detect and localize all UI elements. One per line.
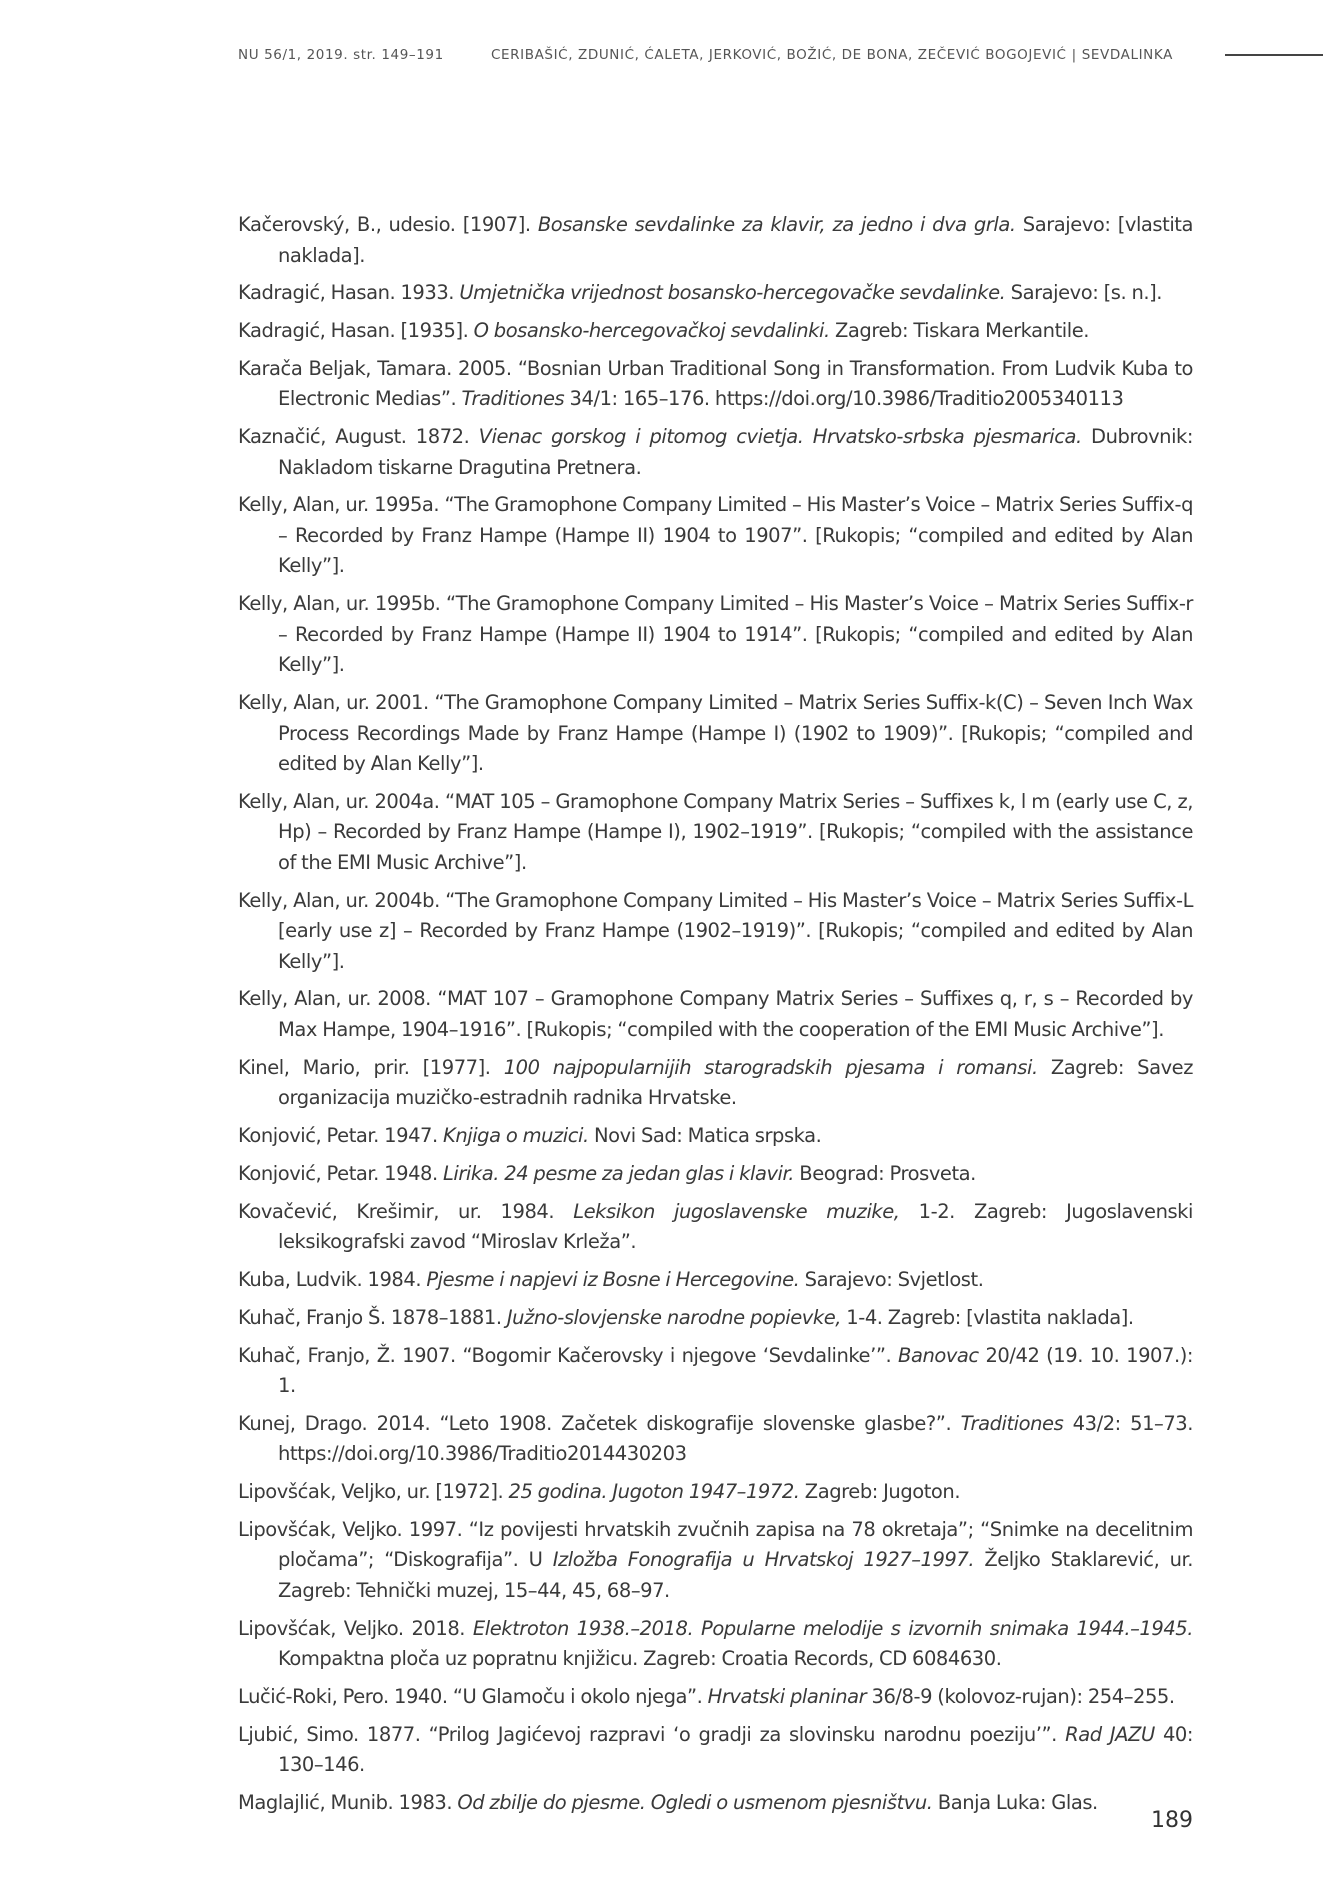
reference-text: Kelly, Alan, ur. 1995a. “The Gramophone Company Limited – His Master’s Voice – Matrix Series Suffix-q – Recorded by Franz Hampe (Hampe II) 1904 to 1907”. [Rukopis; “compiled and edited by Alan Kelly”]. (238, 493, 1193, 578)
reference-text: Kuhač, Franjo, Ž. 1907. “Bogomir Kačerovsky i njegove ‘Sevdalinke’”. (238, 1343, 899, 1367)
reference-publication: 20/42 (19. 10. 1907.): 1. (278, 1343, 1193, 1398)
reference-text: Kelly, Alan, ur. 2004a. “MAT 105 – Gramophone Company Matrix Series – Suffixes k, l m (early use C, z, Hp) – Recorded by Franz Hampe (Hampe I), 1902–1919”. [Rukopis; “compiled with the assistance of the EMI Music Archive”]. (238, 789, 1193, 874)
reference-text: Kelly, Alan, ur. 1995b. “The Gramophone Company Limited – His Master’s Voice – Matrix Series Suffix-r – Recorded by Franz Hampe (Hampe II) 1904 to 1914”. [Rukopis; “compiled and edited by Alan Kelly”]. (238, 592, 1193, 677)
reference-entry (238, 1614, 1193, 1675)
header-rule (1225, 54, 1323, 56)
reference-entry (238, 1788, 1193, 1819)
reference-text: Kelly, Alan, ur. 2004b. “The Gramophone Company Limited – His Master’s Voice – Matrix Series Suffix-L [early use z] – Recorded by Franz Hampe (1902–1919)”. [Rukopis; “compiled and edited by Alan Kelly”]. (238, 888, 1193, 973)
reference-title: Elektroton 1938.–2018. Popularne melodije s izvornih snimaka 1944.–1945. (472, 1616, 1193, 1640)
reference-publication: Dubrovnik: Nakladom tiskarne Dragutina Pretnera. (278, 425, 1194, 479)
reference-title: Vienac gorskog i pitomog cvietja. Hrvatsko-srbska pjesmarica. (478, 425, 1082, 449)
header-authors: CERIBAŠIĆ, ZDUNIĆ, ĆALETA, JERKOVIĆ, BOŽIĆ, DE BONA, ZEČEVIĆ BOGOJEVIĆ (491, 47, 1067, 63)
reference-entry (238, 1720, 1193, 1781)
reference-text: Kuba, Ludvik. 1984. (238, 1267, 427, 1291)
reference-entry (238, 1515, 1193, 1607)
reference-title: O bosansko-hercegovačkoj sevdalinki. (473, 319, 830, 343)
reference-entry (238, 1121, 1193, 1152)
reference-publication: Novi Sad: Matica srpska. (588, 1124, 822, 1148)
reference-text: Kovačević, Krešimir, ur. 1984. (238, 1199, 574, 1223)
reference-entry (238, 1197, 1193, 1258)
reference-publication: Kompaktna ploča uz popratnu knjižicu. Zagreb: Croatia Records, CD 6084630. (278, 1647, 1002, 1671)
reference-publication: Željko Staklarević, ur. Zagreb: Tehnički muzej, 15–44, 45, 68–97. (278, 1548, 1193, 1602)
reference-title: 25 godina. Jugoton 1947–1972. (508, 1480, 800, 1504)
reference-text: Kadragić, Hasan. 1933. (238, 281, 460, 305)
reference-entry (238, 210, 1193, 271)
reference-text: Kinel, Mario, prir. [1977]. (238, 1055, 504, 1079)
reference-text: Lučić-Roki, Pero. 1940. “U Glamoču i okolo njega”. (238, 1685, 708, 1709)
reference-title: Umjetnička vrijednost bosansko-hercegovačke sevdalinke. (459, 281, 1006, 305)
reference-entry (238, 316, 1193, 347)
reference-list (238, 210, 1193, 1826)
reference-title: Traditiones (960, 1411, 1064, 1435)
reference-text: Kunej, Drago. 2014. “Leto 1908. Začetek diskografije slovenske glasbe?”. (238, 1411, 961, 1435)
reference-entry (238, 1159, 1193, 1190)
reference-text: Kačerovský, B., udesio. [1907]. (238, 213, 538, 236)
reference-entry (238, 589, 1193, 681)
journal-citation: NU 56/1, 2019. str. 149–191 (238, 47, 444, 63)
reference-title: Izložba Fonografija u Hrvatskoj 1927–1997. (552, 1548, 975, 1572)
reference-entry (238, 1341, 1193, 1402)
reference-title: Leksikon jugoslavenske muzike, (573, 1199, 900, 1223)
reference-title: Bosanske sevdalinke za klavir, za jedno i dva grla. (537, 213, 1016, 236)
author-list (491, 47, 1173, 63)
reference-text: Kadragić, Hasan. [1935]. (238, 319, 474, 343)
reference-title: Traditiones (461, 387, 565, 411)
reference-entry (238, 886, 1193, 978)
reference-title: Banovac (898, 1343, 979, 1367)
reference-publication: Sarajevo: [s. n.]. (1005, 281, 1163, 305)
reference-text: Konjović, Petar. 1948. (238, 1161, 443, 1185)
header-separator: | (1071, 47, 1077, 63)
reference-entry (238, 688, 1193, 780)
reference-title: Hrvatski planinar (707, 1685, 867, 1709)
reference-text: Lipovšćak, Veljko, ur. [1972]. (238, 1480, 509, 1504)
reference-entry (238, 422, 1193, 483)
reference-title: Knjiga o muzici. (442, 1124, 589, 1148)
reference-entry (238, 354, 1193, 415)
reference-text: Ljubić, Simo. 1877. “Prilog Jagićevoj razpravi ‘o gradji za slovinsku narodnu poeziju’”. (238, 1722, 1066, 1746)
reference-entry (238, 1477, 1193, 1508)
reference-publication: 40: 130–146. (278, 1722, 1193, 1777)
reference-publication: 1-4. Zagreb: [vlastita naklada]. (841, 1305, 1134, 1329)
reference-entry (238, 984, 1193, 1045)
reference-entry (238, 490, 1193, 582)
reference-publication: 36/8-9 (kolovoz-rujan): 254–255. (866, 1685, 1175, 1709)
reference-text: Karača Beljak, Tamara. 2005. “Bosnian Urban Traditional Song in Transformation. From Ludvik Kuba to Electronic Medias”. (238, 356, 1193, 411)
reference-text: Konjović, Petar. 1947. (238, 1124, 443, 1148)
reference-text: Lipovšćak, Veljko. 1997. “Iz povijesti hrvatskih zvučnih zapisa na 78 okretaja”; “Snimke na decelitnim pločama”; “Diskografija”. U (238, 1517, 1193, 1572)
reference-publication: 43/2: 51–73. https://doi.org/10.3986/Traditio2014430203 (278, 1411, 1193, 1466)
reference-text: Lipovšćak, Veljko. 2018. (238, 1616, 473, 1640)
reference-entry (238, 1053, 1193, 1114)
reference-title: 100 najpopularnijih starogradskih pjesama i romansi. (503, 1055, 1038, 1079)
reference-entry (238, 1682, 1193, 1713)
reference-title: Pjesme i napjevi iz Bosne i Hercegovine. (426, 1267, 800, 1291)
reference-entry (238, 787, 1193, 879)
reference-publication: Zagreb: Tiskara Merkantile. (829, 319, 1089, 343)
reference-title: Od zbilje do pjesme. Ogledi o usmenom pjesništvu. (457, 1791, 933, 1815)
reference-text: Kuhač, Franjo Š. 1878–1881. (238, 1305, 507, 1329)
header-section: SEVDALINKA (1081, 47, 1173, 63)
reference-title: Južno-slovjenske narodne popievke, (506, 1305, 842, 1329)
reference-text: Kaznačić, August. 1872. (238, 425, 479, 449)
reference-title: Rad JAZU (1065, 1722, 1155, 1746)
reference-entry (238, 1303, 1193, 1334)
reference-publication: 1-2. Zagreb: Jugoslavenski leksikografski zavod “Miroslav Krleža”. (278, 1199, 1193, 1254)
reference-text: Kelly, Alan, ur. 2001. “The Gramophone Company Limited – Matrix Series Suffix-k(C) – Seven Inch Wax Process Recordings Made by Franz Hampe (Hampe I) (1902 to 1909)”. [Rukopis; “compiled and edited by Alan Kelly”]. (238, 691, 1193, 776)
reference-publication: 34/1: 165–176. https://doi.org/10.3986/Traditio2005340113 (564, 387, 1124, 411)
reference-publication: Sarajevo: [vlastita naklada]. (278, 213, 1193, 267)
reference-publication: Zagreb: Savez organizacija muzičko-estradnih radnika Hrvatske. (278, 1055, 1193, 1110)
reference-text: Maglajlić, Munib. 1983. (238, 1791, 458, 1815)
page-number: 189 (1151, 1808, 1193, 1833)
reference-publication: Sarajevo: Svjetlost. (799, 1267, 984, 1291)
reference-entry (238, 278, 1193, 309)
reference-title: Lirika. 24 pesme za jedan glas i klavir. (442, 1161, 795, 1185)
reference-entry (238, 1265, 1193, 1296)
reference-text: Kelly, Alan, ur. 2008. “MAT 107 – Gramophone Company Matrix Series – Suffixes q, r, s – Recorded by Max Hampe, 1904–1916”. [Rukopis; “compiled with the cooperation of the EMI Music Archive”]. (238, 987, 1193, 1041)
reference-publication: Beograd: Prosveta. (794, 1161, 976, 1185)
reference-publication: Banja Luka: Glas. (932, 1791, 1098, 1815)
reference-entry (238, 1409, 1193, 1470)
reference-publication: Zagreb: Jugoton. (799, 1480, 961, 1504)
